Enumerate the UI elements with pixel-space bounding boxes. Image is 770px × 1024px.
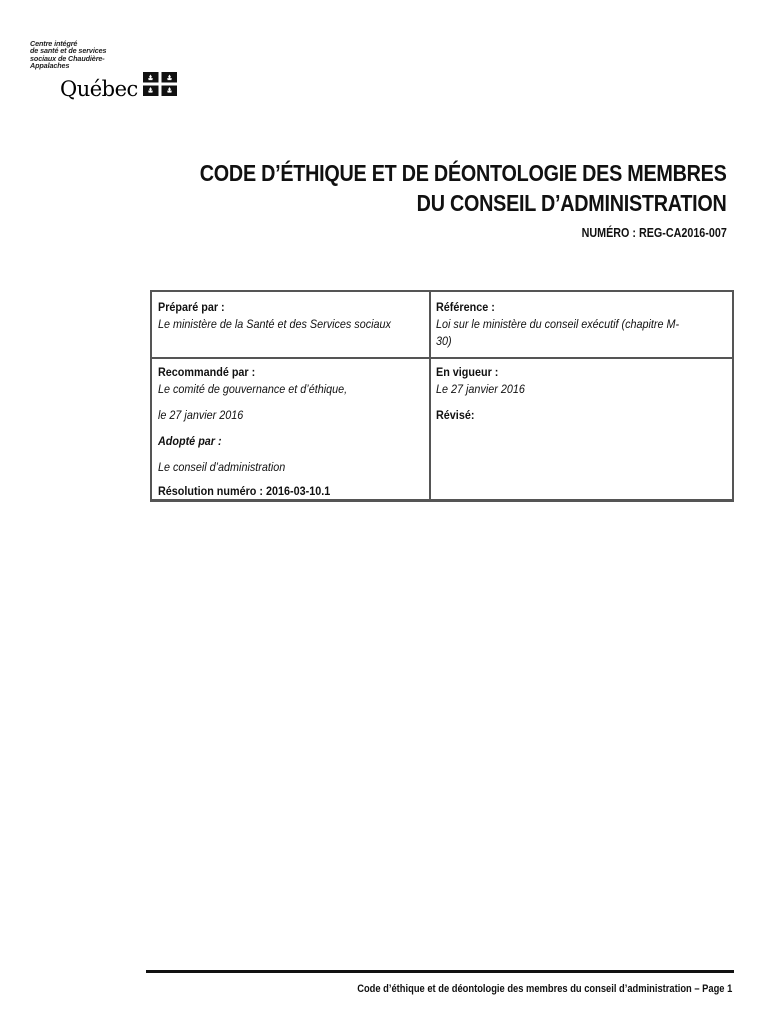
effective-label: En vigueur : — [436, 365, 499, 379]
document-title — [200, 158, 727, 218]
reference-label: Référence : — [436, 300, 495, 314]
reference-value: Loi sur le ministère du conseil exécutif (chapitre M-30) — [436, 317, 680, 348]
org-name-line-3: sociaux de Chaudière- — [30, 53, 105, 63]
quebec-wordmark: Québec — [60, 77, 138, 101]
recommended-by-label: Recommandé par : — [158, 365, 256, 379]
org-name-line-2: de santé et de services — [30, 46, 107, 56]
reference-cell — [436, 299, 693, 350]
adopted-by-label: Adopté par : — [158, 434, 222, 448]
document-title-line-1: CODE D’ÉTHIQUE ET DE DÉONTOLOGIE DES MEMBRES — [200, 160, 727, 186]
organization-logo — [30, 40, 180, 102]
footer-rule — [146, 970, 734, 973]
effective-value: Le 27 janvier 2016 — [436, 382, 525, 396]
table-column-divider — [429, 292, 431, 499]
org-name-line-4: Appalaches — [30, 61, 70, 71]
prepared-by-value: Le ministère de la Santé et des Services sociaux — [158, 317, 391, 331]
adopted-by-value: Le conseil d’administration — [158, 460, 286, 474]
prepared-by-cell — [158, 299, 406, 333]
footer-text: Code d’éthique et de déontologie des membres du conseil d’administration – Page 1 — [356, 983, 732, 995]
document-info-table — [150, 290, 734, 502]
quebec-flag-icon — [143, 72, 177, 96]
revised-label: Révisé: — [436, 408, 475, 422]
prepared-by-label: Préparé par : — [158, 300, 225, 314]
resolution-number: Résolution numéro : 2016-03-10.1 — [158, 484, 331, 498]
document-title-line-2: DU CONSEIL D’ADMINISTRATION — [417, 190, 727, 216]
org-name-line-1: Centre intégré — [30, 39, 78, 48]
organization-name — [30, 40, 140, 70]
recommended-date: le 27 janvier 2016 — [158, 408, 244, 422]
document-number: NUMÉRO : REG-CA2016-007 — [581, 226, 727, 240]
effective-cell — [436, 364, 693, 424]
recommended-by-value: Le comité de gouvernance et d’éthique, — [158, 382, 348, 396]
table-row-divider — [152, 357, 732, 359]
recommended-by-cell — [158, 364, 419, 500]
